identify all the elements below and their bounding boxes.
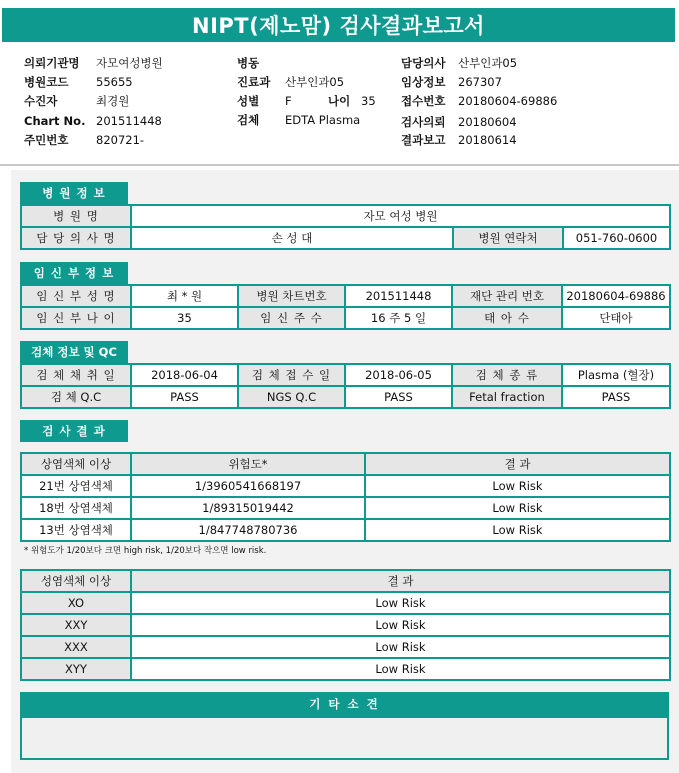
label-cell: 검 체 Q.C (21, 386, 131, 408)
header-key: 결과보고 (401, 133, 446, 147)
chart-number: 201511448 (345, 285, 452, 307)
risk-value: 1/847748780736 (131, 519, 365, 541)
table-row (21, 386, 670, 408)
header-row (237, 93, 292, 109)
risk-footnote: * 위험도가 1/20보다 크면 high risk, 1/20보다 작으면 low risk. (24, 546, 267, 556)
section-label-patient: 임 신 부 정 보 (20, 262, 128, 284)
header-value: 35 (361, 94, 376, 108)
table-row (21, 636, 670, 658)
label-cell: 검 체 접 수 일 (238, 364, 345, 386)
header-row (401, 55, 517, 71)
header-row (24, 114, 162, 128)
table-row (21, 205, 670, 227)
chromosome-name: XO (21, 592, 131, 614)
column-header: 위험도* (131, 453, 365, 475)
header-key: 접수번호 (401, 94, 446, 108)
header-key: 의뢰기관명 (24, 56, 80, 70)
result-value: Low Risk (365, 519, 670, 541)
label-cell: 임 신 주 수 (238, 307, 345, 329)
header-row (401, 74, 502, 90)
header-row (237, 112, 360, 128)
label-cell: 검 체 종 류 (452, 364, 562, 386)
header-row (24, 132, 144, 148)
column-header: 결 과 (131, 570, 670, 592)
header-value: 20180604-69886 (458, 94, 558, 108)
header-key: 성별 (237, 94, 260, 108)
result-value: Low Risk (365, 475, 670, 497)
label-cell: 병원 연락처 (453, 227, 563, 249)
label-cell: 검 체 채 취 일 (21, 364, 131, 386)
risk-value: 1/89315019442 (131, 497, 365, 519)
header-value: EDTA Plasma (285, 113, 361, 127)
label-cell: 병 원 명 (21, 205, 131, 227)
patient-table (20, 284, 671, 330)
table-row (21, 658, 670, 680)
specimen-table (20, 363, 671, 409)
header-key: 검사의뢰 (401, 115, 446, 129)
label-cell: 담 당 의 사 명 (21, 227, 131, 249)
header-key: Chart No. (24, 114, 86, 128)
label-cell: 임 신 부 나 이 (21, 307, 131, 329)
header-value: 820721- (96, 133, 145, 147)
column-header: 상염색체 이상 (21, 453, 131, 475)
header-value: 산부인과05 (458, 56, 518, 70)
header-value: 자모여성병원 (96, 56, 163, 70)
header-value: 20180614 (458, 133, 517, 147)
result-value: Low Risk (131, 592, 670, 614)
specimen-qc: PASS (131, 386, 238, 408)
header-key: 검체 (237, 113, 260, 127)
header-row (237, 74, 344, 90)
label-cell: 병원 차트번호 (238, 285, 345, 307)
patient-name: 최 * 원 (131, 285, 238, 307)
fetal-fraction: PASS (562, 386, 670, 408)
chromosome-name: 21번 상염색체 (21, 475, 131, 497)
header-row (24, 93, 129, 109)
header-value: 산부인과05 (285, 75, 345, 89)
table-row (21, 307, 670, 329)
result-value: Low Risk (131, 614, 670, 636)
label-cell: 임 신 부 성 명 (21, 285, 131, 307)
autosome-results-table (20, 452, 671, 542)
header-key: 주민번호 (24, 133, 69, 147)
table-row (21, 592, 670, 614)
header-value: 267307 (458, 75, 502, 89)
table-header-row (21, 570, 670, 592)
header-key: 진료과 (237, 75, 271, 89)
hospital-name: 자모 여성 병원 (131, 205, 670, 227)
column-header: 결 과 (365, 453, 670, 475)
table-row (21, 497, 670, 519)
other-findings-body (20, 716, 669, 760)
header-key: 수진자 (24, 94, 58, 108)
header-value: 최경원 (96, 94, 130, 108)
report-title: NIPT(제노맘) 검사결과보고서 (2, 8, 675, 42)
table-row (21, 614, 670, 636)
hospital-phone: 051-760-0600 (563, 227, 670, 249)
chromosome-name: 18번 상염색체 (21, 497, 131, 519)
header-row (401, 132, 517, 148)
table-row (21, 519, 670, 541)
patient-age: 35 (131, 307, 238, 329)
header-key: 임상정보 (401, 75, 446, 89)
header-row (401, 114, 517, 130)
header-value: 55655 (96, 75, 133, 89)
chromosome-name: XXX (21, 636, 131, 658)
header-row (24, 74, 133, 90)
header-key: 담당의사 (401, 56, 446, 70)
table-header-row (21, 453, 670, 475)
table-row (21, 285, 670, 307)
table-row (21, 475, 670, 497)
result-value: Low Risk (131, 636, 670, 658)
management-number: 20180604-69886 (562, 285, 670, 307)
result-value: Low Risk (365, 497, 670, 519)
header-info (0, 46, 679, 164)
ngs-qc: PASS (345, 386, 452, 408)
collect-date: 2018-06-04 (131, 364, 238, 386)
section-label-results: 검 사 결 과 (20, 420, 128, 442)
label-cell: 태 아 수 (452, 307, 562, 329)
doctor-name: 손 성 대 (131, 227, 453, 249)
header-row (24, 55, 163, 71)
header-row (401, 93, 557, 109)
header-key: 나이 (328, 94, 351, 108)
fetus-count: 단태아 (562, 307, 670, 329)
chromosome-name: XXY (21, 614, 131, 636)
section-label-hospital: 병 원 정 보 (20, 182, 128, 204)
receive-date: 2018-06-05 (345, 364, 452, 386)
table-row (21, 364, 670, 386)
header-value: 20180604 (458, 115, 517, 129)
divider (0, 164, 679, 166)
sex-chromosome-table (20, 569, 671, 681)
label-cell: Fetal fraction (452, 386, 562, 408)
label-cell: NGS Q.C (238, 386, 345, 408)
header-value: 201511448 (96, 114, 162, 128)
specimen-type: Plasma (혈장) (562, 364, 670, 386)
section-label-specimen: 검체 정보 및 QC (20, 341, 128, 363)
hospital-table (20, 204, 671, 250)
pregnancy-weeks: 16 주 5 일 (345, 307, 452, 329)
risk-value: 1/3960541668197 (131, 475, 365, 497)
header-key: 병동 (237, 56, 260, 70)
column-header: 성염색체 이상 (21, 570, 131, 592)
result-value: Low Risk (131, 658, 670, 680)
header-key: 병원코드 (24, 75, 69, 89)
chromosome-name: 13번 상염색체 (21, 519, 131, 541)
chromosome-name: XYY (21, 658, 131, 680)
header-value: F (285, 94, 292, 108)
other-findings-title: 기 타 소 견 (20, 692, 669, 716)
header-row (328, 93, 376, 109)
table-row (21, 227, 670, 249)
header-row (237, 55, 285, 71)
label-cell: 재단 관리 번호 (452, 285, 562, 307)
